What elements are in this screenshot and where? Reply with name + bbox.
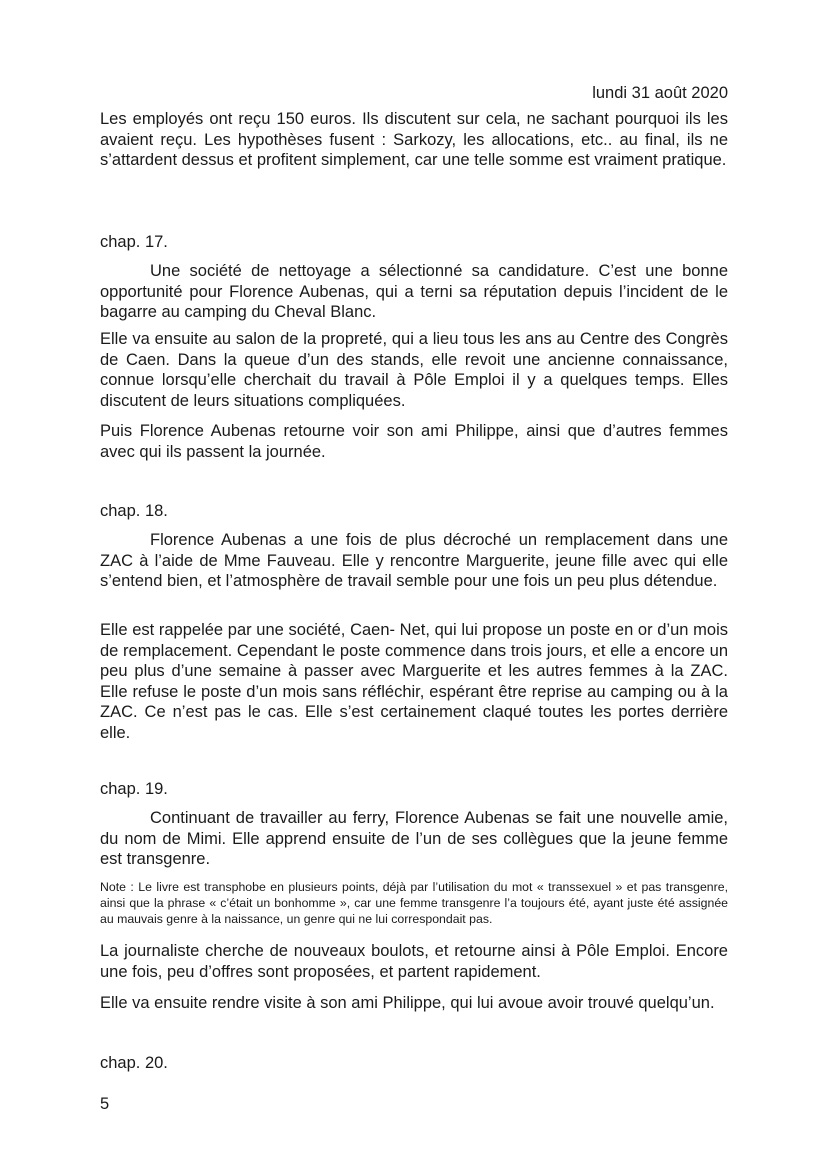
chapter-19-paragraph-2: La journaliste cherche de nouveaux boulots, et retourne ainsi à Pôle Emploi. Encore une fois, peu d’offres sont proposées, et partent rapidement. xyxy=(100,942,728,981)
chapter-17-paragraph-2: Elle va ensuite au salon de la propreté, qui a lieu tous les ans au Centre des Congrès de Caen. Dans la queue d’un des stands, elle revoit une ancienne connaissance, connue lorsqu’elle cherchait du travail à Pôle Emploi il y a quelques temps. Elles discutent de leurs situations compliquées. xyxy=(100,330,728,410)
page-number: 5 xyxy=(100,1095,110,1113)
chapter-18-paragraph-1: Florence Aubenas a une fois de plus décroché un remplacement dans une ZAC à l’aide de Mme Fauveau. Elle y rencontre Marguerite, jeune fille avec qui elle s’entend bien, et l’atmosphère de travail semble pour une fois un peu plus détendue. xyxy=(100,531,728,590)
chapter-18-paragraph-2: Elle est rappelée par une société, Caen- Net, qui lui propose un poste en or d’un mois de remplacement. Cependant le poste commence dans trois jours, et elle a encore un peu plus d’une semaine à passer avec Marguerite et les autres femmes à la ZAC. Elle refuse le poste d’un mois sans réfléchir, espérant être reprise au camping ou à la ZAC. Ce n’est pas le cas. Elle s’est certainement claqué toutes les portes derrière elle. xyxy=(100,621,728,742)
paragraph-intro: Les employés ont reçu 150 euros. Ils discutent sur cela, ne sachant pourquoi ils les avaient reçu. Les hypothèses fusent : Sarkozy, les allocations, etc.. au final, ils ne s’attardent dessus et profitent simplement, car une telle somme est vraiment pratique. xyxy=(100,110,728,169)
chapter-17-paragraph-3: Puis Florence Aubenas retourne voir son ami Philippe, ainsi que d’autres femmes avec qui ils passent la journée. xyxy=(100,422,728,461)
chapter-18-title: chap. 18. xyxy=(100,502,168,520)
chapter-20-title: chap. 20. xyxy=(100,1054,168,1072)
chapter-19-paragraph-1: Continuant de travailler au ferry, Florence Aubenas se fait une nouvelle amie, du nom de Mimi. Elle apprend ensuite de l’un de ses collègues que la jeune femme est transgenre. xyxy=(100,809,728,868)
document-page xyxy=(100,0,728,1171)
chapter-17-title: chap. 17. xyxy=(100,233,168,251)
chapter-19-title: chap. 19. xyxy=(100,780,168,798)
page-date: lundi 31 août 2020 xyxy=(592,84,728,102)
chapter-17-paragraph-1: Une société de nettoyage a sélectionné sa candidature. C’est une bonne opportunité pour Florence Aubenas, qui a terni sa réputation depuis l’incident de le bagarre au camping du Cheval Blanc. xyxy=(100,262,728,321)
chapter-19-note: Note : Le livre est transphobe en plusieurs points, déjà par l’utilisation du mot « transsexuel » et pas transgenre, ainsi que la phrase « c’était un bonhomme », car une femme transgenre l’a toujours été, ayant juste été assignée au mauvais genre à la naissance, un genre qui ne lui correspondait pas. xyxy=(100,880,728,927)
chapter-19-paragraph-3: Elle va ensuite rendre visite à son ami Philippe, qui lui avoue avoir trouvé quelqu’un. xyxy=(100,994,715,1012)
